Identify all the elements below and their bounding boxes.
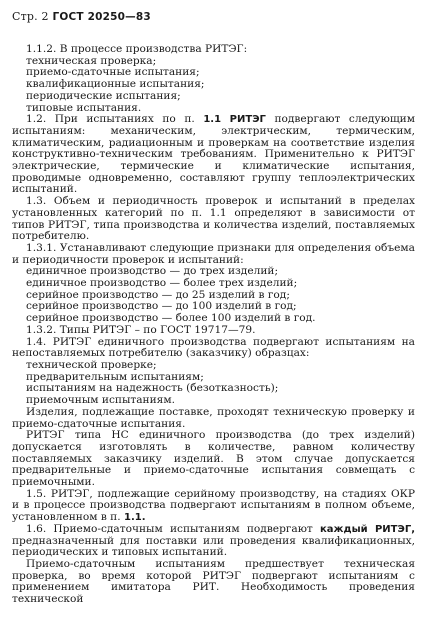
text-run-bold: 1.1. — [123, 512, 146, 524]
list-item: приемочным испытаниям. — [26, 394, 175, 407]
section-1-1-2: 1.1.2. В процессе производства РИТЭГ: — [26, 43, 248, 55]
section-1-4: 1.4. РИТЭГ единичного производства подвергают испытаниям на непоставляемых потребителю (заказчику) образцах: — [12, 335, 415, 360]
list-item: единичное производство — до трех изделий; — [26, 265, 279, 278]
list-single-production-tests — [12, 360, 415, 407]
list-item: единичное производство — более трех изделий; — [26, 277, 298, 290]
document-body — [12, 44, 415, 606]
text-run: пускается изготовлять в количестве, равном количеству поставляемых заказчику изделий. В этом случае допускается предварительные и приемо-сдаточные испытания совмещать с приемочными. — [12, 440, 415, 489]
list-production-checks — [12, 56, 415, 115]
list-item: предварительным испытаниям; — [26, 370, 204, 383]
section-1-6 — [12, 524, 415, 559]
text-run: предназначенный для поставки или проведения квалификационных, периодических и типовых испытаний. — [12, 534, 415, 559]
list-item: испытаниям на надежность (безотказность); — [26, 382, 279, 395]
list-item: квалификационные испытания; — [26, 78, 205, 91]
section-1-3: 1.3. Объем и периодичность проверок и испытаний в пределах установленных категорий по п. 1.1 определяют в зависимости от типов РИТЭГ, типа производства и количества изделий, поставляемых потребителю. — [12, 195, 415, 243]
list-item: приемо-сдаточные испытания; — [26, 66, 200, 79]
list-item: периодические испытания; — [26, 89, 181, 102]
text-run-bold: каждый РИТЭГ, — [320, 523, 415, 535]
text-run: РИТЭГ типа — [26, 429, 112, 442]
list-item: серийное производство — более 100 изделий в год. — [26, 312, 316, 325]
list-item: серийное производство — до 100 изделий в год; — [26, 300, 297, 313]
section-1-3-2: 1.3.2. Типы РИТЭГ – по ГОСТ 19717—79. — [26, 323, 256, 336]
section-1-5 — [12, 489, 415, 524]
paragraph-delivered-items: Изделия, подлежащие поставке, проходят техническую проверку и приемо-сдаточные испытания. — [12, 405, 415, 430]
text-run: 1.5. РИТЭГ, подлежащие серийному производству, на стадиях ОКР и в процессе производства подвергают испытаниям в полном объеме, установленном в п. — [12, 487, 415, 524]
text-run-bold: 1.1 РИТЭГ — [203, 114, 266, 126]
list-item: технической проверке; — [26, 358, 157, 371]
text-run: НС единичного производства (до трех изделий) до — [12, 429, 415, 453]
page-number: Стр. 2 — [12, 10, 49, 23]
list-item: техническая проверка; — [26, 54, 157, 67]
paragraph-hc-type — [12, 430, 415, 489]
paragraph-technical-check: Приемо-сдаточным испытаниям предшествует техническая проверка, во время которой РИТЭГ подвергают испытаниям с применением имитатора РИТ. Необходимость проведения технической — [12, 557, 415, 606]
standard-number: ГОСТ 20250—83 — [52, 11, 151, 23]
text-run: 1.6. Приемо-сдаточным испытаниям подвергают — [26, 522, 321, 535]
page-header — [12, 10, 151, 23]
list-item: серийное производство — до 25 изделий в год; — [26, 288, 290, 301]
list-production-types — [12, 266, 415, 325]
section-1-2 — [12, 114, 415, 196]
list-item: типовые испытания. — [26, 101, 142, 114]
text-run: подвергают следующим испытаниям: механическим, электрическим, термическим, климатическим, радиационным и проверкам на соответствие изделия конструктивно-техническим требованиям. Применительно к РИТЭГ электрические, термические и климатические испытания, проводимые одновременно, составляют группу теплоэлектрических испытаний. — [12, 113, 415, 196]
text-run: 1.2. При испытаниях по п. — [26, 113, 204, 126]
section-1-3-1: 1.3.1. Устанавливают следующие признаки для определения объема и периодичности проверок и испытаний: — [12, 241, 415, 266]
